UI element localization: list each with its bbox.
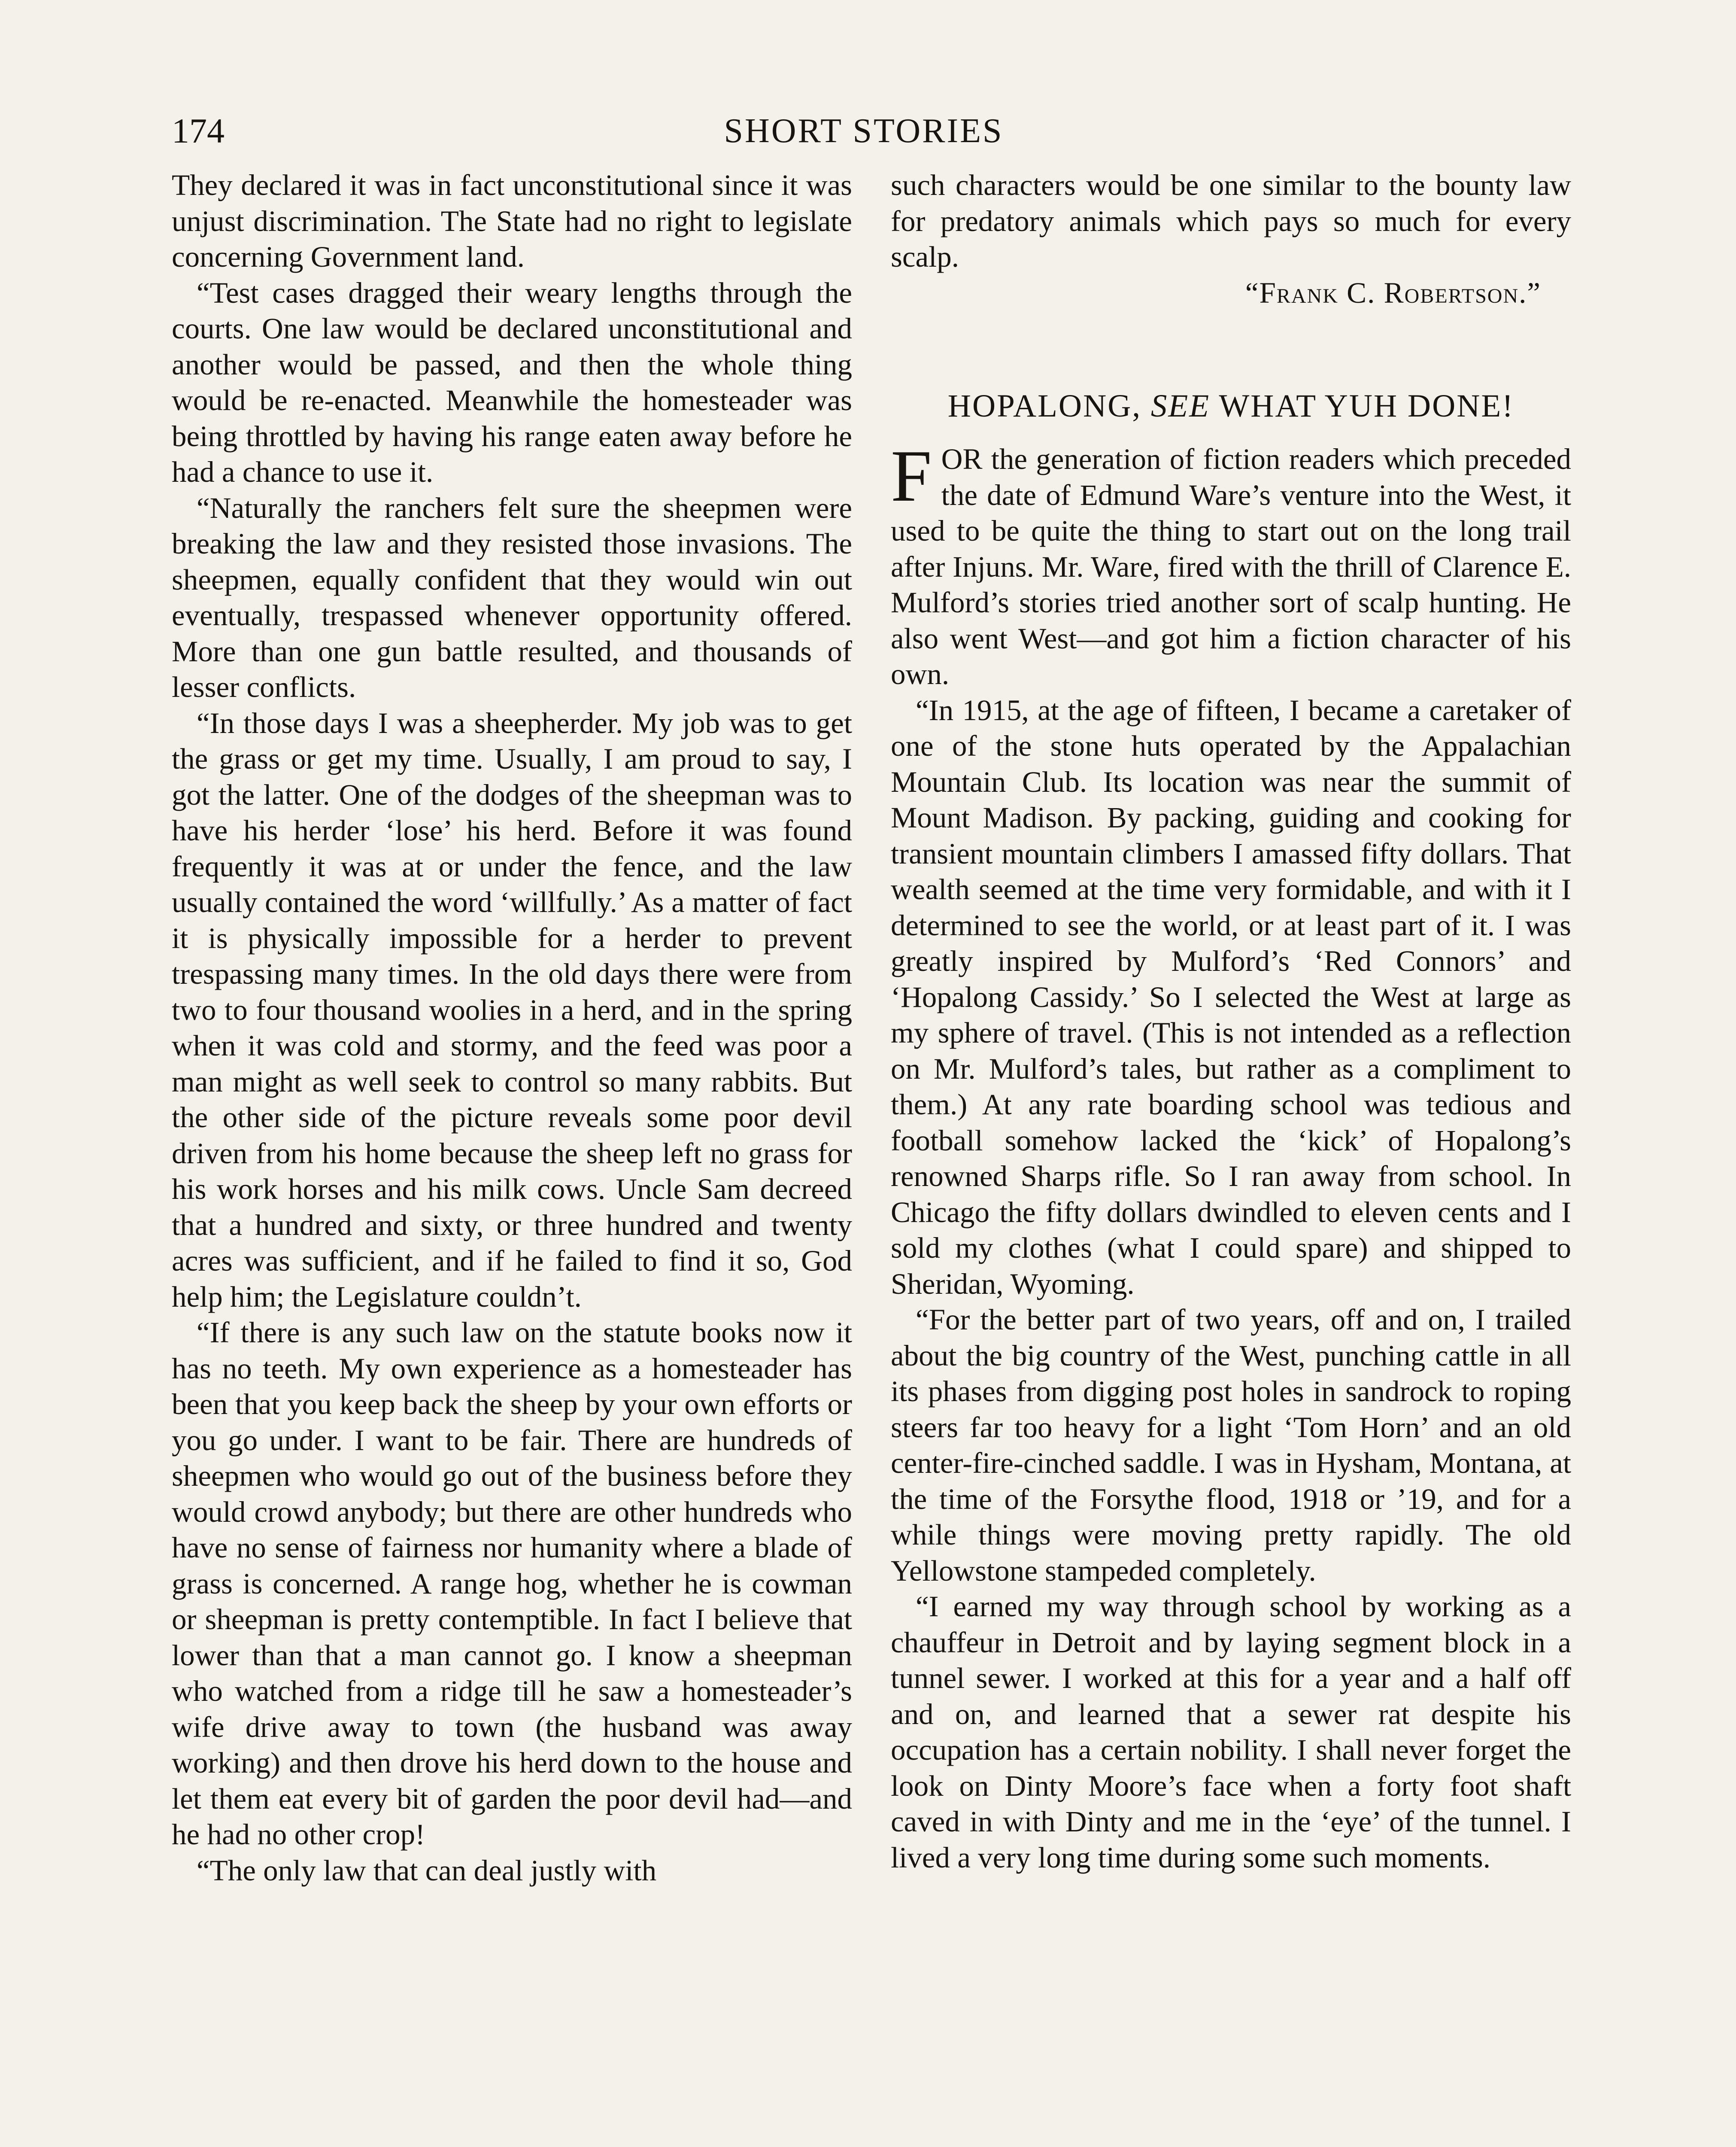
lead-paragraph — [891, 435, 1571, 693]
drop-cap: F — [891, 435, 932, 517]
heading-text: HOPALONG, — [947, 388, 1151, 424]
running-head: SHORT STORIES — [724, 112, 1004, 150]
paragraph: “In 1915, at the age of fifteen, I became a caretaker of one of the stone huts operated by the Appalachian Mountain Club. Its location was near the summit of Mount Madison. By packing, guiding and cooking for transient mountain climbers I amassed fifty dollars. That wealth seemed at the time very formidable, and with it I determined to see the world, or at least part of it. I was greatly inspired by Mulford’s ‘Red Connors’ and ‘Hopalong Cassidy.’ So I selected the West at large as my sphere of travel. (This is not intended as a reflection on Mr. Mulford’s tales, but rather as a compliment to them.) At any rate boarding school was tedious and football somehow lacked the ‘kick’ of Hopalong’s renowned Sharps rifle. So I ran away from school. In Chicago the fifty dollars dwindled to eleven cents and I sold my clothes (what I could spare) and shipped to Sheridan, Wyoming. — [891, 693, 1571, 1300]
paragraph: “I earned my way through school by working as a chauffeur in Detroit and by laying segment block in a tunnel sewer. I worked at this for a year and a half off and on, and learned that a sewer rat despite his occupation has a certain nobility. I shall never forget the look on Dinty Moore’s face when a forty foot shaft caved in with Dinty and me in the ‘eye’ of the tunnel. I lived a very long time during some such moments. — [891, 1590, 1571, 1874]
paragraph: They declared it was in fact unconstitutional since it was unjust discrimination. The State had no right to legislate concerning Government land. — [172, 169, 852, 273]
heading-emphasis: SEE — [1150, 388, 1211, 424]
heading-text: WHAT YUH DONE! — [1210, 388, 1514, 424]
paragraph: such characters would be one similar to the bounty law for predatory animals which pays so much for every scalp. — [891, 169, 1571, 273]
paragraph: “For the better part of two years, off and on, I trailed about the big country of the West, punching cattle in all its phases from digging post holes in sandrock to roping steers far too heavy for a light ‘Tom Horn’ and an old center-fire-cinched saddle. I was in Hysham, Montana, at the time of the Forsythe flood, 1918 or ’19, and for a while things were moving pretty rapidly. The old Yellowstone stampeded completely. — [891, 1303, 1571, 1587]
lead-paragraph-text: OR the generation of fiction readers which preceded the date of Edmund Ware’s venture into the West, it used to be quite the thing to start out on the long trail after Injuns. Mr. Ware, fired with the thrill of Clarence E. Mulford’s stories tried another sort of scalp hunting. He also went West—and got him a fiction character of his own. — [891, 443, 1571, 690]
paragraph: “If there is any such law on the statute books now it has no teeth. My own experience as a homesteader has been that you keep back the sheep by your own efforts or you go under. I want to be fair. There are hundreds of sheepmen who would go out of the business before they would crowd anybody; but there are other hundreds who have no sense of fairness nor humanity where a blade of grass is concerned. A range hog, whether he is cowman or sheepman is pretty contemptible. In fact I believe that lower than that a man cannot go. I know a sheepman who watched from a ridge till he saw a homesteader’s wife drive away to town (the husband was away working) and then drove his herd down to the house and let them eat every bit of garden the poor devil had—and he had no other crop! — [172, 1316, 852, 1851]
paragraph: “Naturally the ranchers felt sure the sheepmen were breaking the law and they resisted those invasions. The sheepmen, equally confident that they would win out eventually, trespassed whenever opportunity offered. More than one gun battle resulted, and thousands of lesser conflicts. — [172, 491, 852, 703]
paragraph: “In those days I was a sheepherder. My job was to get the grass or get my time. Usually, I am proud to say, I got the latter. One of the dodges of the sheepman was to have his herder ‘lose’ his herd. Before it was found frequently it was at or under the fence, and the law usually contained the word ‘willfully.’ As a matter of fact it is physically impossible for a herder to prevent trespassing many times. In the old days there were from two to four thousand woolies in a herd, and in the spring when it was cold and stormy, and the feed was poor a man might as well seek to control so many rabbits. But the other side of the picture reveals some poor devil driven from his home because the sheep left no grass for his work horses and his milk cows. Uncle Sam decreed that a hundred and sixty, or three hundred and twenty acres was sufficient, and if he failed to find it so, God help him; the Legislature couldn’t. — [172, 706, 852, 1313]
left-column — [172, 167, 852, 1889]
paragraph: “Test cases dragged their weary lengths through the courts. One law would be declared unconstitutional and another would be passed, and then the whole thing would be re-enacted. Meanwhile the homesteader was being throttled by having his range eaten away before he had a chance to use it. — [172, 276, 852, 488]
page-header — [172, 107, 1556, 163]
page-number: 174 — [172, 111, 225, 150]
paragraph: “The only law that can deal justly with — [197, 1854, 657, 1887]
author-signature: “Frank C. Robertson.” — [1245, 276, 1541, 309]
right-column — [891, 167, 1571, 1876]
section-heading — [908, 387, 1554, 425]
